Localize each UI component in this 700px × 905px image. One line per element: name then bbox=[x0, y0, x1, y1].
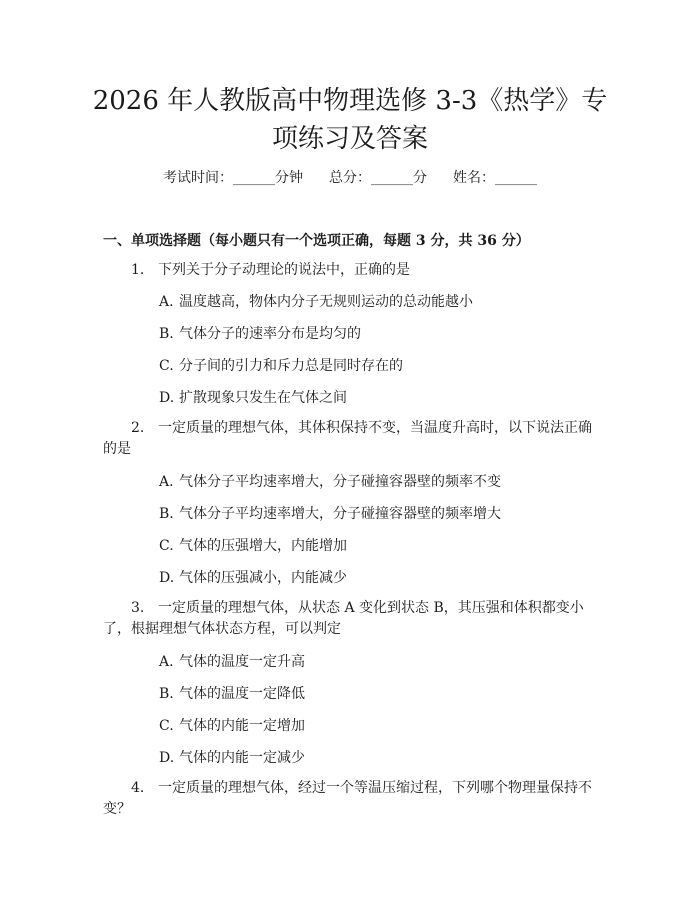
option-text: 温度越高，物体内分子无规则运动的总动能越小 bbox=[179, 294, 473, 310]
question-text: 下列关于分子动理论的说法中，正确的是 bbox=[158, 262, 410, 278]
section-heading: 一、单项选择题（每小题只有一个选项正确，每题 3 分，共 36 分） bbox=[103, 233, 530, 249]
option-letter: D. bbox=[159, 390, 175, 406]
option-3c bbox=[159, 716, 305, 736]
question-number: 4. bbox=[131, 780, 145, 796]
option-letter: B. bbox=[159, 506, 174, 522]
option-3d bbox=[159, 748, 305, 768]
option-1c bbox=[159, 356, 403, 376]
option-text: 气体分子平均速率增大，分子碰撞容器壁的频率不变 bbox=[179, 474, 501, 490]
option-letter: D. bbox=[159, 570, 175, 586]
question-number: 3. bbox=[131, 600, 145, 616]
question-1 bbox=[103, 260, 603, 281]
document-title: 2026 年人教版高中物理选修 3-3《热学》专项练习及答案 bbox=[92, 86, 608, 154]
question-text: 一定质量的理想气体，经过一个等温压缩过程，下列哪个物理量保持不变？ bbox=[103, 780, 592, 817]
option-1d bbox=[159, 388, 347, 408]
question-3 bbox=[103, 598, 603, 640]
option-2c bbox=[159, 536, 347, 556]
exam-meta-line bbox=[0, 168, 700, 188]
option-2b bbox=[159, 504, 501, 524]
option-text: 气体分子的速率分布是均匀的 bbox=[179, 326, 361, 342]
option-letter: C. bbox=[159, 358, 174, 374]
option-text: 气体的压强减小，内能减少 bbox=[179, 570, 347, 586]
option-text: 气体的温度一定升高 bbox=[179, 654, 305, 670]
option-letter: C. bbox=[159, 718, 174, 734]
question-number: 2. bbox=[131, 420, 145, 436]
option-text: 扩散现象只发生在气体之间 bbox=[179, 390, 347, 406]
option-3a bbox=[159, 652, 305, 672]
option-letter: A. bbox=[159, 474, 174, 490]
option-letter: D. bbox=[159, 750, 175, 766]
option-3b bbox=[159, 684, 305, 704]
student-name-field: 姓名：______ bbox=[453, 170, 537, 186]
option-1b bbox=[159, 324, 361, 344]
option-text: 分子间的引力和斥力总是同时存在的 bbox=[179, 358, 403, 374]
option-2a bbox=[159, 472, 501, 492]
option-letter: C. bbox=[159, 538, 174, 554]
option-2d bbox=[159, 568, 347, 588]
question-text: 一定质量的理想气体，其体积保持不变，当温度升高时，以下说法正确的是 bbox=[103, 420, 592, 457]
question-2 bbox=[103, 418, 603, 460]
total-score-field: 总分：______分 bbox=[329, 170, 427, 186]
option-letter: B. bbox=[159, 686, 174, 702]
question-4 bbox=[103, 778, 603, 820]
option-letter: A. bbox=[159, 654, 174, 670]
question-text: 一定质量的理想气体，从状态 A 变化到状态 B，其压强和体积都变小了，根据理想气体状态方程，可以判定 bbox=[103, 600, 584, 637]
option-letter: B. bbox=[159, 326, 174, 342]
option-1a bbox=[159, 292, 473, 312]
exam-time-field: 考试时间：______分钟 bbox=[163, 170, 303, 186]
question-number: 1. bbox=[131, 262, 145, 278]
option-text: 气体的压强增大，内能增加 bbox=[179, 538, 347, 554]
option-text: 气体的内能一定增加 bbox=[179, 718, 305, 734]
option-text: 气体分子平均速率增大，分子碰撞容器壁的频率增大 bbox=[179, 506, 501, 522]
option-text: 气体的内能一定减少 bbox=[179, 750, 305, 766]
option-letter: A. bbox=[159, 294, 174, 310]
option-text: 气体的温度一定降低 bbox=[179, 686, 305, 702]
